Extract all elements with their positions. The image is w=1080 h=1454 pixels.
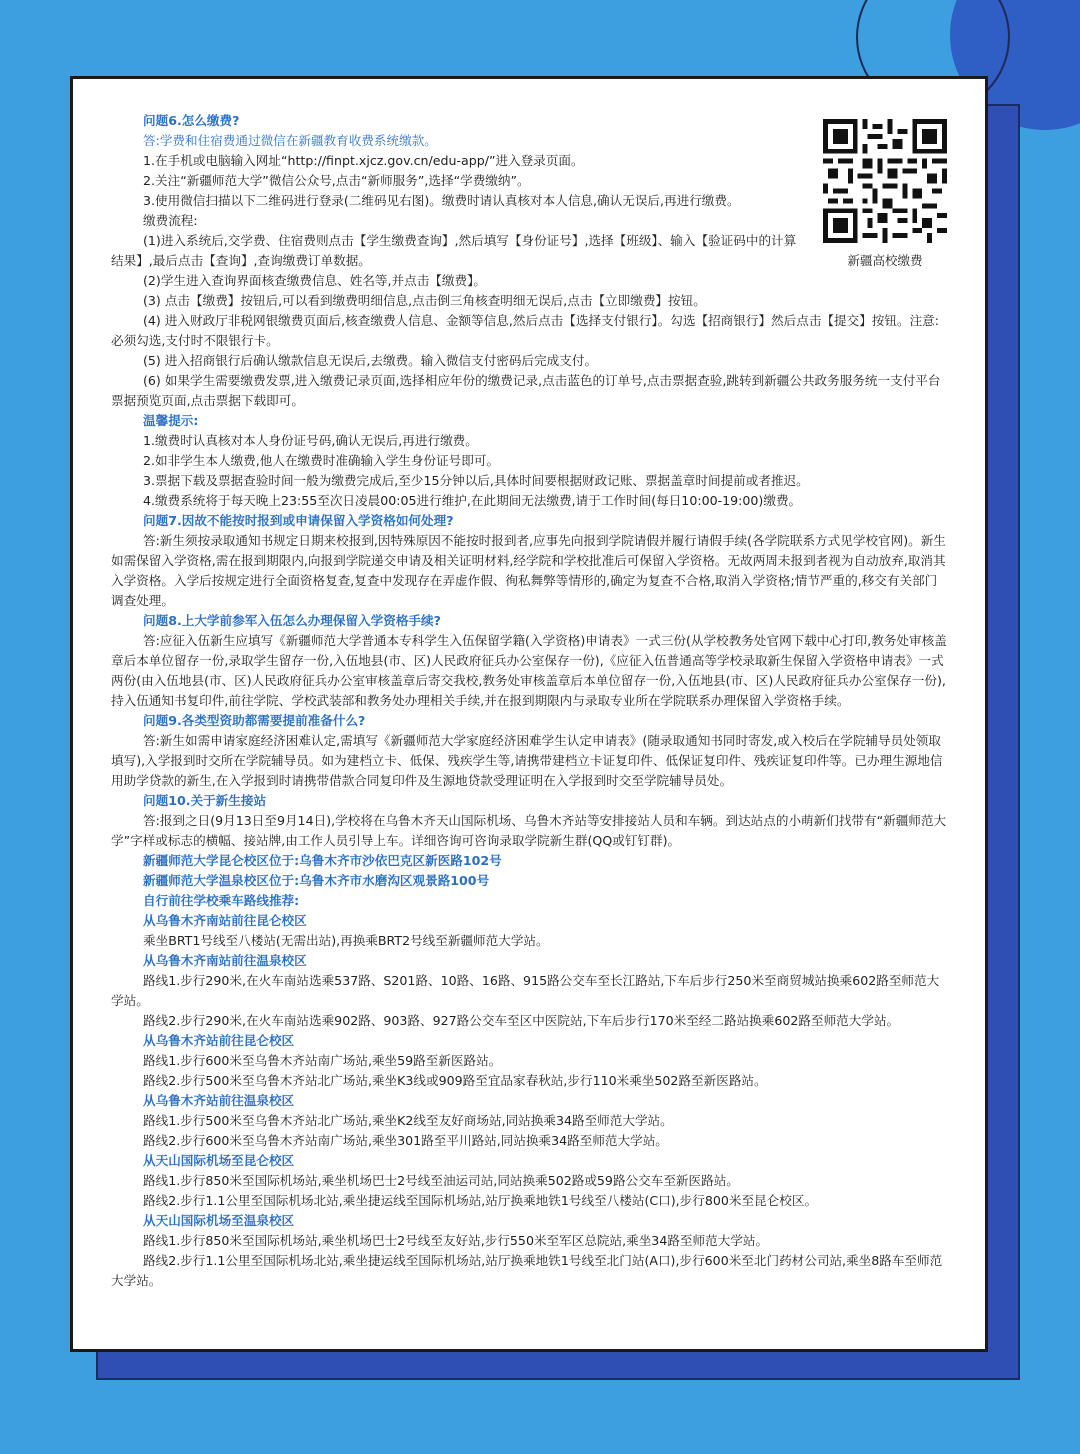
q9-answer: 答:新生如需申请家庭经济困难认定,需填写《新疆师范大学家庭经济困难学生认定申请表》(随录取通知书同时寄发,或入校后在学院辅导员处领取填写),入学报到时交所在学院辅导员。如为建档立卡、低保、残疾学生等,请携带建档立卡证复印件、低保证复印件、残疾证复印件等。已办理生源地信用助学贷款的新生,在入学报到时请携带借款合同复印件及生源地贷款受理证明在入学报到时交至学院辅导员处。 <box>111 733 943 788</box>
q6-tip: 2.如非学生本人缴费,他人在缴费时准确输入学生身份证号即可。 <box>143 453 500 468</box>
route-line: 路线1.步行850米至国际机场站,乘坐机场巴士2号线至油运司站,同站换乘502路或59路公交车至新医路站。 <box>143 1173 739 1188</box>
q10-answer: 答:报到之日(9月13日至9月14日),学校将在乌鲁木齐天山国际机场、乌鲁木齐站等安排接站人员和车辆。到达站点的小萌新们找带有“新疆师范大学”字样或标志的横幅、接站牌,由工作人员引导上车。详细咨询可咨询录取学院新生群(QQ或钉钉群)。 <box>111 813 947 848</box>
campus-kunlun-address: 新疆师范大学昆仑校区位于:乌鲁木齐市沙依巴克区新医路102号 <box>143 853 502 868</box>
route-title: 从乌鲁木齐南站前往温泉校区 <box>143 953 307 968</box>
document-body <box>111 111 947 1291</box>
q6-tip: 1.缴费时认真核对本人身份证号码,确认无误后,再进行缴费。 <box>143 433 478 448</box>
q10-title: 问题10.关于新生接站 <box>143 793 267 808</box>
q6-step: 2.关注“新疆师范大学”微信公众号,点击“新师服务”,选择“学费缴纳”。 <box>143 173 530 188</box>
route-line: 路线2.步行1.1公里至国际机场北站,乘坐捷运线至国际机场站,站厅换乘地铁1号线至北门站(A口),步行600米至北门药材公司站,乘坐8路车至师范大学站。 <box>111 1253 943 1288</box>
q6-flow-item: (1)进入系统后,交学费、住宿费则点击【学生缴费查询】,然后填写【身份证号】,选择【班级】、输入【验证码中的计算结果】,最后点击【查询】,查询缴费订单数据。 <box>111 233 797 268</box>
q6-tips-title: 温馨提示: <box>143 413 199 428</box>
route-title: 从乌鲁木齐站前往温泉校区 <box>143 1093 295 1108</box>
q6-step: 1.在手机或电脑输入网址“http://finpt.xjcz.gov.cn/edu-app/”进入登录页面。 <box>143 153 584 168</box>
route-line: 路线2.步行1.1公里至国际机场北站,乘坐捷运线至国际机场站,站厅换乘地铁1号线至八楼站(C口),步行800米至昆仑校区。 <box>143 1193 818 1208</box>
q9-title: 问题9.各类型资助都需要提前准备什么? <box>143 713 366 728</box>
q6-flow-item: (4) 进入财政厅非税网银缴费页面后,核查缴费人信息、金额等信息,然后点击【选择支付银行】。勾选【招商银行】然后点击【提交】按钮。注意:必须勾选,支付时不限银行卡。 <box>111 313 940 348</box>
q6-flow-item: (3) 点击【缴费】按钮后,可以看到缴费明细信息,点击倒三角核查明细无误后,点击【立即缴费】按钮。 <box>143 293 706 308</box>
route-title: 从乌鲁木齐站前往昆仑校区 <box>143 1033 295 1048</box>
route-line: 路线1.步行500米至乌鲁木齐站北广场站,乘坐K2线至友好商场站,同站换乘34路至师范大学站。 <box>143 1113 673 1128</box>
q6-flow-item: (5) 进入招商银行后确认缴款信息无误后,去缴费。输入微信支付密码后完成支付。 <box>143 353 598 368</box>
q6-answer: 答:学费和住宿费通过微信在新疆教育收费系统缴款。 <box>143 133 437 148</box>
q6-tip: 4.缴费系统将于每天晚上23:55至次日凌晨00:05进行维护,在此期间无法缴费,请于工作时间(每日10:00-19:00)缴费。 <box>143 493 802 508</box>
route-line: 路线2.步行290米,在火车南站选乘902路、903路、927路公交车至区中医院站,下车后步行170米至经二路站换乘602路至师范大学站。 <box>143 1013 900 1028</box>
campus-wenquan-address: 新疆师范大学温泉校区位于:乌鲁木齐市水磨沟区观景路100号 <box>143 873 490 888</box>
content-panel <box>70 76 988 1352</box>
q6-step: 3.使用微信扫描以下二维码进行登录(二维码见右图)。缴费时请认真核对本人信息,确认无误后,再进行缴费。 <box>143 193 740 208</box>
q6-tip: 3.票据下载及票据查验时间一般为缴费完成后,至少15分钟以后,具体时间要根据财政记账、票据盖章时间提前或者推迟。 <box>143 473 809 488</box>
route-line: 路线2.步行500米至乌鲁木齐站北广场站,乘坐K3线或909路至宜品家春秋站,步行110米乘坐502路至新医路站。 <box>143 1073 767 1088</box>
q6-flow-item: (6) 如果学生需要缴费发票,进入缴费记录页面,选择相应年份的缴费记录,点击蓝色的订单号,点击票据查验,跳转到新疆公共政务服务统一支付平台票据预览页面,点击票据下载即可。 <box>111 373 941 408</box>
route-title: 从天山国际机场至昆仑校区 <box>143 1153 295 1168</box>
qr-code-block[interactable] <box>823 119 947 269</box>
route-line: 路线1.步行850米至国际机场站,乘坐机场巴士2号线至友好站,步行550米至军区总院站,乘坐34路至师范大学站。 <box>143 1233 769 1248</box>
route-line: 乘坐BRT1号线至八楼站(无需出站),再换乘BRT2号线至新疆师范大学站。 <box>143 933 549 948</box>
route-line: 路线1.步行600米至乌鲁木齐站南广场站,乘坐59路至新医路站。 <box>143 1053 502 1068</box>
qr-caption: 新疆高校缴费 <box>847 253 923 268</box>
route-title: 从乌鲁木齐南站前往昆仑校区 <box>143 913 307 928</box>
q8-answer: 答:应征入伍新生应填写《新疆师范大学普通本专科学生入伍保留学籍(入学资格)申请表》一式三份(从学校教务处官网下载中心打印,教务处审核盖章后本单位留存一份,录取学生留存一份,入伍地县(市、区)人民政府征兵办公室保存一份),《应征入伍普通高等学校录取新生保留入学资格申请表》一式两份(由入伍地县(市、区)人民政府征兵办公室审核盖章后寄交我校,教务处审核盖章后本单位留存一份,入伍地县(市、区)人民政府征兵办公室保存一份),持入伍通知书复印件,前往学院、学校武装部和教务处办理相关手续,并在报到期限内与录取专业所在学院联系办理保留入学资格手续。 <box>111 633 947 708</box>
q6-flow-label: 缴费流程: <box>143 213 198 228</box>
route-title: 从天山国际机场至温泉校区 <box>143 1213 295 1228</box>
q6-title: 问题6.怎么缴费? <box>143 113 240 128</box>
route-line: 路线1.步行290米,在火车南站选乘537路、S201路、10路、16路、915路公交车至长江路站,下车后步行250米至商贸城站换乘602路至师范大学站。 <box>111 973 940 1008</box>
q7-title: 问题7.因故不能按时报到或申请保留入学资格如何处理? <box>143 513 454 528</box>
qr-code-image[interactable] <box>823 119 947 243</box>
q7-answer: 答:新生须按录取通知书规定日期来校报到,因特殊原因不能按时报到者,应事先向报到学院请假并履行请假手续(各学院联系方式见学校官网)。新生如需保留入学资格,需在报到期限内,向报到学院递交申请及相关证明材料,经学院和学校批准后可保留入学资格。无故两周未报到者视为自动放弃,取消其入学资格。入学后按规定进行全面资格复查,复查中发现存在弄虚作假、徇私舞弊等情形的,确定为复查不合格,取消入学资格;情节严重的,移交有关部门调查处理。 <box>111 533 946 608</box>
route-section-title: 自行前往学校乘车路线推荐: <box>143 893 300 908</box>
route-line: 路线2.步行600米至乌鲁木齐站南广场站,乘坐301路至平川路站,同站换乘34路至师范大学站。 <box>143 1133 668 1148</box>
q6-flow-item: (2)学生进入查询界面核查缴费信息、姓名等,并点击【缴费】。 <box>143 273 486 288</box>
q8-title: 问题8.上大学前参军入伍怎么办理保留入学资格手续? <box>143 613 441 628</box>
